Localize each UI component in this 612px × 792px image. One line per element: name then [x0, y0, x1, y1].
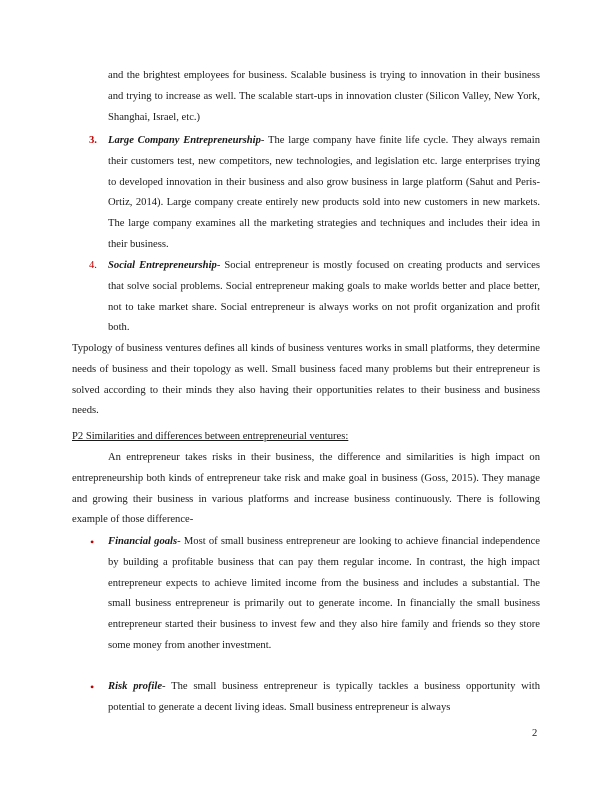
list-number-3: 3. — [89, 135, 97, 146]
list-item-social — [108, 256, 540, 339]
list-number-4: 4. — [89, 260, 97, 271]
continuation-paragraph: and the brightest employees for business. Scalable business is trying to innovation in their business and trying to increase as well. The scalable start-ups in innovation cluster (Silicon Valley, New York, Shanghai, Israel, etc.) — [108, 70, 540, 123]
bullet-item-text: - The small business entrepreneur is typically tackles a business opportunity with potential to generate a decent living ideas. Small business entrepreneur is always — [108, 681, 540, 713]
bullet-item-risk-profile — [108, 677, 540, 719]
list-item-text: - Social entrepreneur is mostly focused on creating products and services that solve social problems. Social entrepreneur making goals to make worlds better and place better, not to take market share. Social entrepreneur is always works on not profit organization and profit both. — [108, 260, 540, 334]
typology-paragraph: Typology of business ventures defines all kinds of business ventures works in small platforms, they determine needs of business and their topology as well. Small business faced many problems but their entrepreneur is solved according to their minds they also having their opportunities relates to their business and business needs. — [72, 343, 540, 417]
term-risk-profile: Risk profile — [108, 681, 163, 692]
bullet-item-text: - Most of small business entrepreneur are looking to achieve financial independence by building a profitable business that can pay them regular income. In contrast, the high impact entrepreneur expects to achieve limited income from the business and includes a substantial. The small business entrepreneur is primarily out to generate income. In financially the small business entrepreneur started their business to invest few and they also hire family and friends so they store some money from another investment. — [108, 536, 540, 651]
term-social: Social Entrepreneurship — [108, 260, 217, 271]
p2-intro-paragraph: An entrepreneur takes risks in their business, the difference and similarities is high impact on entrepreneurship both kinds of entrepreneur take risk and make goal in business (Goss, 2015). They manage and growing their business in various platforms and increase business continuously. There is following example of those difference- — [72, 452, 540, 526]
bullet-icon: • — [90, 680, 95, 694]
term-financial-goals: Financial goals — [108, 536, 178, 547]
bullet-icon: • — [90, 535, 95, 549]
page-number: 2 — [532, 728, 538, 739]
bullet-item-financial-goals — [108, 532, 540, 657]
term-large-company: Large Company Entrepreneurship — [108, 135, 261, 146]
list-item-text: - The large company have finite life cycle. They always remain their customers test, new competitors, new technologies, and legislation etc. large enterprises trying to developed innovation in their business and also grow business in large platform (Sahut and Peris-Ortiz, 2014). Large company create entirely new products sold into new customers in new markets. The large company examines all the marketing strategies and techniques and includes their idea in their business. — [108, 135, 541, 250]
list-item-large-company — [108, 131, 540, 256]
section-heading-p2: P2 Similarities and differences between entrepreneurial ventures: — [72, 431, 349, 442]
